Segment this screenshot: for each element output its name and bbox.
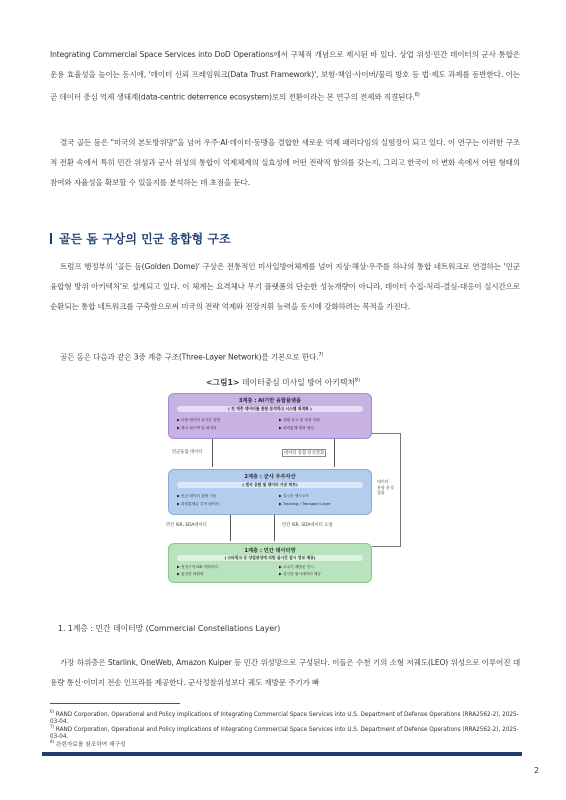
flow-label-up-left: 민군융합 데이터 — [172, 450, 203, 455]
layer3-item: ▶ 센서 피드백 및 최적화 — [177, 426, 217, 430]
page-number: 2 — [534, 766, 540, 775]
layer2-item: ▶ 실시간 핸드오프 — [279, 494, 310, 498]
layer1-item: ▶ 전지구적 ISR 커버리지 — [177, 565, 218, 569]
layer2-item: ▶ 화력통제급 추적 데이터 — [177, 502, 219, 506]
down-arrow-lower-right — [274, 515, 275, 541]
layer2-item: ▶ 민군 데이터 융합 가공 — [177, 494, 217, 498]
footnote-divider — [50, 703, 180, 704]
footnote-text: RAND Corporation, Operational and Policy Implications of Integrating Commercial Space Services into U.S. Department of Defense Operations (RRA2562-2), 2025-03-04. — [50, 726, 519, 740]
layer3-item: ▶ 상황 보고 및 결정 지원 — [279, 418, 320, 422]
layer1-box — [168, 543, 372, 583]
footnote-text: RAND Corporation, Operational and Policy Implications of Integrating Commercial Space Services into U.S. Department of Defense Operations (RRA2562-2), 2025-03-04. — [50, 711, 519, 725]
figure-caption-text: 데이터중심 미사일 방어 아키텍처 — [242, 378, 355, 387]
footnote-ref-6[interactable]: 6) — [414, 92, 420, 98]
architecture-diagram — [164, 393, 402, 583]
footnote-number: 7) — [50, 724, 55, 729]
flow-label-low-left: 민간 ISR, SDA데이터 — [166, 523, 207, 528]
up-arrow-lower-left — [230, 515, 231, 541]
paragraph-layer1: 가장 하위층은 Starlink, OneWeb, Amazon Kuiper 등 민간 위성망으로 구성된다. 이들은 수천 기의 소형 저궤도(LEO) 위성으로 이루어진 대용량 통신·이미지 전송 인프라를 제공한다. 군사정찰위성보다 궤도 재방문 주기가 빠 — [50, 658, 520, 687]
figure-caption-label: <그림1> — [205, 378, 240, 387]
layer3-box — [168, 393, 372, 439]
subsection-title: 1. 1계층 : 민간 데이터망 (Commercial Constellations Layer) — [58, 624, 281, 633]
footnote-ref-7[interactable]: 7) — [318, 352, 324, 358]
footnote-8 — [50, 738, 525, 749]
down-arrow-right — [334, 439, 335, 467]
footnote-number: 8) — [50, 739, 55, 744]
layer2-box — [168, 469, 372, 515]
layer3-subtitle: ( 전 계층 데이터를 통합 분석하고 시스템 최적화 ) — [177, 406, 363, 412]
paragraph-intro-text: Integrating Commercial Space Services into DoD Operations에서 구체적 개념으로 제시된 바 있다. 상업 위성·민간 데이터의 군사 통합은 운용 효율성을 높이는 동시에, '데이터 신뢰 프레임워크(Data Trust Framework)', 보험·책임·사이버/물리 방호 등 법·제도 과제를 동반한다. 이는 곧 데이터 중심 억제 생태계(data-centric deterrence ecosystem)로의 전환이라는 본 연구의 전제와 직결된다. — [50, 50, 520, 102]
footer-bar — [42, 752, 522, 756]
flow-label-low-right: 민간 ISR, SDA데이터 요청 — [282, 523, 333, 528]
up-arrow-left — [212, 439, 213, 467]
section-heading-text: 골든 돔 구상의 민군 융합형 구조 — [59, 232, 231, 246]
footnote-ref-8[interactable]: 8) — [354, 377, 361, 384]
layer3-item: ▶ 다중 데이터 실시간 융합 — [177, 418, 221, 422]
layer1-title: 1계층 : 민간 데이터망 — [244, 548, 296, 554]
layer1-subtitle: ( 스타링크 등 상업위성에 의한 실시간 감시 정보 제공) — [177, 555, 363, 561]
layer1-item: ▶ 통신망 복원력 — [177, 572, 204, 576]
paragraph-three-layer-text: 골든 돔은 다음과 같은 3중 계층 구조(Three-Layer Network)를 기본으로 한다. — [60, 352, 319, 362]
layer3-item: ▶ 화력통제 명령 생성 — [279, 426, 314, 430]
layer3-title: 3계층 : AI기반 융합플랫폼 — [238, 398, 302, 404]
paragraph-conclusion: 결국 골든 돔은 "미국의 본토방위망"을 넘어 우주·AI·데이터·동맹을 결합한 새로운 억제 패러다임의 실험장이 되고 있다. 이 연구는 이러한 구조적 전환 속에서 특히 민간 위성과 군사 위성의 통합이 억제체계의 실효성에 어떤 전략적 함의를 갖는지, 그리고 한국이 이 변화 속에서 어떤 형태의 참여와 자율성을 확보할 수 있을지를 분석하는 데 초점을 둔다. — [50, 138, 520, 187]
feedback-label: 데이터 통합 분석 결과 — [377, 479, 394, 495]
figure-caption — [0, 377, 566, 388]
footnote-number: 6) — [50, 709, 55, 714]
layer2-title: 2계층 : 군사 우주자산 — [244, 474, 296, 480]
layer1-item: ▶ 실시간 원시데이터 제공 — [279, 572, 321, 576]
paragraph-intro — [50, 45, 520, 108]
footnote-text: 관련자료를 참조하여 재구성 — [55, 741, 126, 748]
section-heading — [50, 230, 231, 247]
flow-label-down-right: 데이터 통합 분석결과 — [284, 451, 325, 456]
layer2-subtitle: ( 센서 융합 및 데이터 가공 허브) — [177, 482, 363, 488]
layer1-item: ▶ 고주기 재방문 감시 — [279, 565, 314, 569]
layer2-item: ▶ Tracking / Transport Layer — [279, 502, 331, 506]
paragraph-three-layer — [50, 345, 520, 368]
paragraph-golden-dome: 트럼프 행정부의 '골든 돔(Golden Dome)' 구상은 전통적인 미사일방어체계를 넘어 지상·해상·우주를 하나의 통합 네트워크로 연결하는 '민군 융합형 방위 아키텍처'로 설계되고 있다. 이 체계는 요격체나 무기 플랫폼의 단순한 성능개량이 아니라, 데이터 수집-처리-결심-대응이 실시간으로 순환되는 통합 네트워크를 구축함으로써 미국의 전략 억제와 전장지휘 능력을 동시에 강화하려는 목적을 가진다. — [50, 262, 520, 311]
heading-bar — [50, 233, 52, 244]
